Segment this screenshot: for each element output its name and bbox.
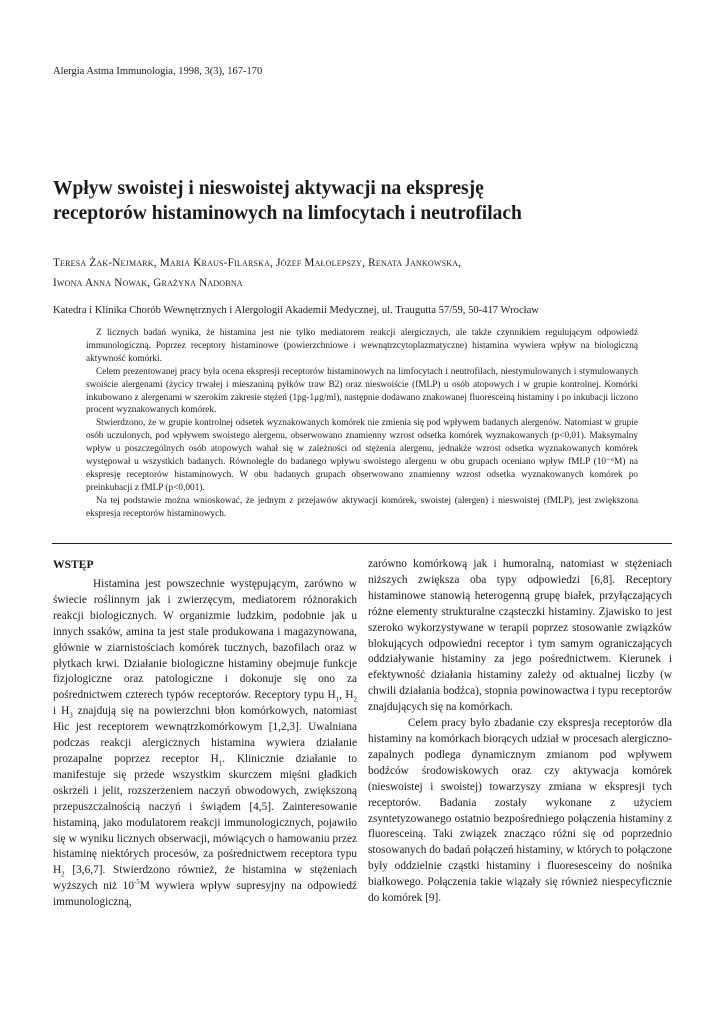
title-line: receptorów histaminowych na limfocytach i neutrofilach [53,203,522,224]
text-run: Histamina jest powszechnie występującym, zarówno w świecie roślinnym jak i zwierzęcym, mediatorem różnorakich reakcji biologicznych. W organizmie ludzkim, podobnie jak u innych ssaków, amina ta jest stale produkowana i magazynowana, głównie w ziarnistościach komórek tucznych, bazofilach oraz w płytkach krwi. Działanie biologiczne histaminy obejmuje funkcje fizjologiczne oraz patologiczne i dokonuje się ono za pośrednictwem czterech typów receptorów. Receptory typu H [53,578,357,702]
abstract-paragraph: Celem prezentowanej pracy była ocena ekspresji receptorów histaminowych na limfocytach i neutrofilach, niestymulowanych i stymulowanych swoiście alergenami (życicy trwałej i mieszaniną pyłków traw B2) oraz nieswoiście (fMLP) u osób atopowych i w grupie kontrolnej. Komórki inkubowano z alergenami w szerokim zakresie stężeń (1pg-1μg/ml), następnie dodawano znakowanej fluoresceiną histaminy i po inkubacji liczono procent wyznakowanych komórek. [86,366,638,416]
text-run: , H [339,689,354,702]
subscript: 2 [353,695,358,704]
text-run: M wywiera wpływ supresyjny na odpowiedź immunologiczną, [53,880,357,909]
text-run: znajdują się na powierzchni błon komórkowych, natomiast Hic jest receptorem wewnątrzkomórkowym [1,2,3]. Uwalniana podczas reakcji alergicznych histamina wywiera działanie prozapalne poprzez receptor H [53,705,357,765]
journal-citation: Alergia Astma Immunologia, 1998, 3(3), 167-170 [53,66,263,77]
article-title [53,176,673,226]
superscript: -5 [133,878,140,887]
body-paragraph: Celem pracy było zbadanie czy ekspresja receptorów dla histaminy na komórkach biorących udział w procesach alergiczno-zapalnych podlega dynamicznym zmianom pod wpływem bodźców środowiskowych oraz czy aktywacja komórek (nieswoistej i swoistej) towarzyszy zmiana w ekspresji tych receptorów. Badania zostały wykonane z użyciem zsyntetyzowanego ostatnio bezpośredniego połączenia histaminy z fluoresceiną. Taki związek znacząco różni się od poprzednio stosowanych do badań połączeń histaminy, w których to połączone były oddzielnie cząstki histaminy i fluoresesceiny do nośnika białkowego. Połączenia takie wiązały się również niespecyficznie do komórek [9]. [368,717,672,905]
author-line: Teresa Żak-Nejmark, Maria Kraus-Filarska, Józef Małolepszy, Renata Jankowska, [53,257,462,269]
subscript: 1 [218,759,223,768]
abstract-paragraph: Z licznych badań wynika, że histamina jest nie tylko mediatorem reakcji alergicznych, ale także czynnikiem regulującym odpowiedź immunologiczną. Poprzez receptory histaminowe (powierzchniowe i wewnątrzcytoplazmatyczne) histamina wywiera wpływ na biologiczną aktywność komórki. [86,328,638,364]
title-line: Wpływ swoistej i nieswoistej aktywacji na ekspresję [53,178,484,199]
subscript: 1 [335,695,340,704]
subscript: 3 [69,711,73,720]
text-run: . Klinicznie działanie to manifestuje się przede wszystkim skurczem mięśni gładkich oskrzeli i jelit, rozszerzeniem naczyń obwodowych, zwiększoną przepuszczalnością naczyń i świądem [4,5]. Zainteresowanie histaminą, jako modulatorem reakcji immunologicznych, pojawiło się w wyniku licznych obserwacji, mówiących o hamowaniu przez histaminę niektórych procesów, za pośrednictwem receptora typu H [53,752,357,877]
abstract [86,327,638,521]
abstract-paragraph: Na tej podstawie można wnioskować, że jednym z przejawów aktywacji komórek, swoistej (alergen) i nieswoistej (fMLP), jest zwiększona ekspresja receptorów histaminowych. [86,495,638,519]
body-paragraph [53,577,357,911]
subscript: 2 [61,870,65,879]
text-run: i H [53,705,70,718]
affiliation: Katedra i Klinika Chorób Wewnętrznych i Alergologii Akademii Medycznej, ul. Traugutta 57/59, 50-417 Wrocław [53,305,539,316]
author-list [53,253,461,293]
left-column [53,557,357,911]
body-paragraph: zarówno komórkową jak i humoralną, natomiast w stężeniach niższych zwiększa oba typy odpowiedzi [6,8]. Receptory histaminowe stanowią heterogenną grupę białek, przyłączających różne elementy strukturalne cząsteczki histaminy. Zjawisko to jest szeroko wykorzystywane w terapii poprzez stosowanie związków blokujących odpowiedni receptor i tym samym ograniczających oddziaływanie histaminy za jego pośrednictwem. Kierunek i efektywność działania histaminy zależy od aktualnej liczby (w chwili działania bodźca), stopnia powinowactwa i typu receptorów znajdujących się na komórkach. [368,558,672,714]
author-line: Iwona Anna Nowak, Grażyna Nadobna [53,277,243,289]
abstract-paragraph: Stwierdzono, że w grupie kontrolnej odsetek wyznakowanych komórek nie zmienia się pod wpływem badanych alergenów. Natomiast w grupie osób uczulonych, pod wpływem swoistego alergenu, obserwowano znamienny wzrost odsetka komórek wyznakowanych (p<0,01). Maksymalny wpływ u poszczególnych osób atopowych wahał się w zależności od stężenia alergenu, jednakże wzrost odsetka wyznakowanych komórek występował u wszystkich badanych. Równolegle do badanego wpływu swoistego alergenu w obu grupach oceniano wpływ fMLP (10⁻⁶M) na ekspresję receptorów histaminowych. W obu badanych grupach obserwowano znamienny wzrost odsetka wyznakowanych komórek po preinkubacji z fMLP (p<0,001). [86,418,638,493]
section-heading: WSTĘP [53,558,94,571]
section-divider [52,543,672,544]
right-column [368,557,672,907]
text-run: [3,6,7]. Stwierdzono również, że histamina w stężeniach wyższych niż 10 [53,864,357,893]
